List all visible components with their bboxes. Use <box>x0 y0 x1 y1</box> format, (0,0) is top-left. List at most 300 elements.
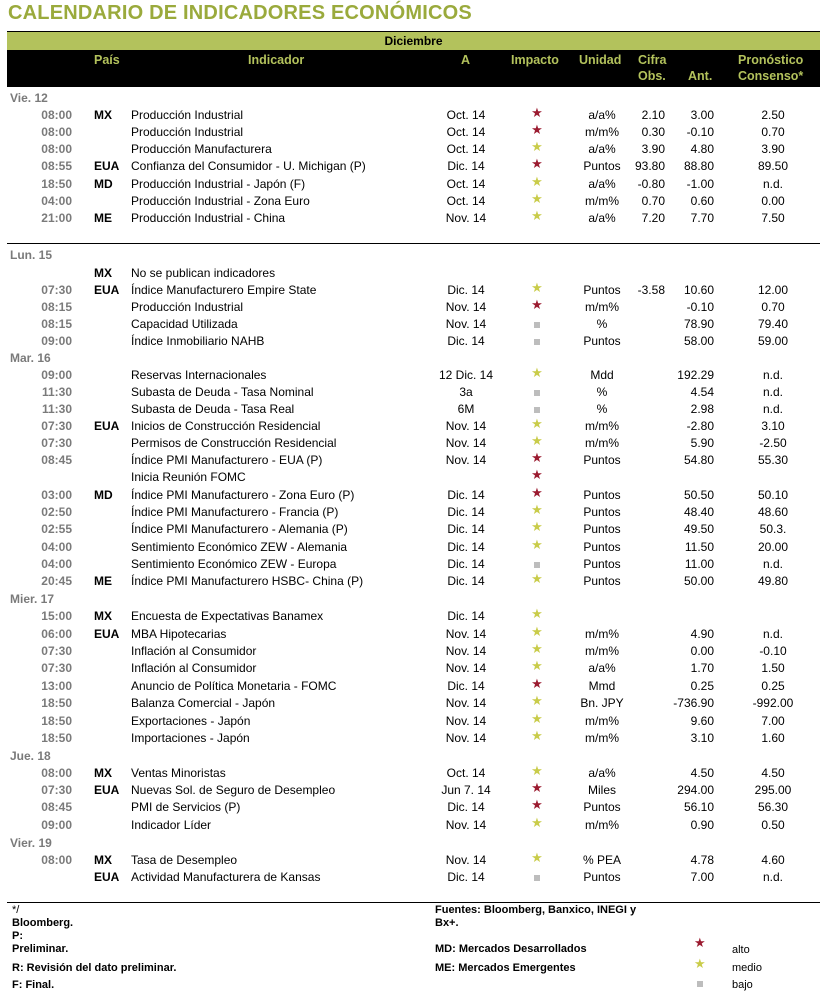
obs-cell: 93.80 <box>634 159 665 173</box>
unit-cell: Mmd <box>588 679 616 693</box>
country-cell: MX <box>94 766 112 780</box>
previous-cell: 4.90 <box>690 627 714 641</box>
indicator-cell: Indicador Líder <box>131 818 212 832</box>
previous-cell: 7.70 <box>690 211 714 225</box>
period-cell: Nov. 14 <box>445 714 487 728</box>
previous-cell: 3.00 <box>690 108 714 122</box>
time-cell: 08:45 <box>41 800 72 814</box>
indicator-cell: MBA Hipotecarias <box>131 627 227 641</box>
header-indicador: Indicador <box>248 53 305 67</box>
unit-cell: m/m% <box>585 194 619 208</box>
consensus-cell: 49.80 <box>757 574 789 588</box>
time-cell: 02:50 <box>41 505 72 519</box>
star-high-icon: ★ <box>531 676 543 691</box>
star-high-icon: ★ <box>531 122 543 137</box>
star-high-icon: ★ <box>531 156 543 171</box>
indicator-cell: Producción Industrial - China <box>131 211 286 225</box>
consensus-cell: 1.50 <box>761 661 785 675</box>
country-cell: MX <box>94 853 112 867</box>
consensus-cell: 12.00 <box>757 283 789 297</box>
unit-cell: % <box>596 402 608 416</box>
unit-cell: Puntos <box>583 159 621 173</box>
star-high-icon: ★ <box>694 935 706 950</box>
period-cell: Dic. 14 <box>447 540 485 554</box>
footnote-r: R: Revisión del dato preliminar. <box>12 962 177 974</box>
unit-cell: Puntos <box>583 522 621 536</box>
time-cell: 13:00 <box>41 679 72 693</box>
previous-cell: 294.00 <box>677 783 714 797</box>
period-cell: Dic. 14 <box>447 334 485 348</box>
time-cell: 09:00 <box>41 818 72 832</box>
previous-cell: 7.00 <box>690 870 714 884</box>
period-cell: Nov. 14 <box>445 661 487 675</box>
star-high-icon: ★ <box>531 780 543 795</box>
indicator-cell: Índice Manufacturero Empire State <box>131 283 317 297</box>
indicator-cell: Índice PMI Manufacturero - Francia (P) <box>131 505 339 519</box>
unit-cell: a/a% <box>588 177 616 191</box>
indicator-cell: Sentimiento Económico ZEW - Europa <box>131 557 337 571</box>
consensus-cell: n.d. <box>762 368 783 382</box>
star-medium-icon: ★ <box>531 641 543 656</box>
day-label: Lun. 15 <box>10 248 53 262</box>
footnote-star: */ <box>12 904 20 916</box>
country-cell: EUA <box>94 870 120 884</box>
unit-cell: a/a% <box>588 661 616 675</box>
previous-cell: 50.00 <box>683 574 714 588</box>
legend-bajo: bajo <box>732 979 753 991</box>
header-pronostico: Pronóstico <box>738 53 804 67</box>
footer-divider <box>7 902 820 903</box>
time-cell: 11:30 <box>41 402 72 416</box>
header-consenso: Consenso* <box>738 69 804 83</box>
period-cell: Dic. 14 <box>447 800 485 814</box>
period-cell: Nov. 14 <box>445 211 487 225</box>
previous-cell: -0.10 <box>686 300 714 314</box>
indicator-cell: No se publican indicadores <box>131 266 276 280</box>
consensus-cell: n.d. <box>762 557 783 571</box>
indicator-cell: Balanza Comercial - Japón <box>131 696 276 710</box>
period-cell: Oct. 14 <box>446 108 486 122</box>
period-cell: Dic. 14 <box>447 488 485 502</box>
previous-cell: 50.50 <box>683 488 714 502</box>
unit-cell: Miles <box>587 783 616 797</box>
indicator-cell: Índice PMI Manufacturero - Zona Euro (P) <box>131 488 355 502</box>
period-cell: Nov. 14 <box>445 696 487 710</box>
unit-cell: m/m% <box>585 125 619 139</box>
consensus-cell: 2.50 <box>761 108 785 122</box>
time-cell: 11:30 <box>41 385 72 399</box>
footnote-prelim: Preliminar. <box>12 943 69 955</box>
star-medium-icon: ★ <box>694 956 706 971</box>
footnote-fuentes: Fuentes: Bloomberg, Banxico, INEGI y <box>435 904 637 916</box>
period-cell: Nov. 14 <box>445 731 487 745</box>
indicator-cell: Subasta de Deuda - Tasa Real <box>131 402 295 416</box>
period-cell: Dic. 14 <box>447 609 485 623</box>
country-cell: EUA <box>94 783 120 797</box>
unit-cell: % <box>596 385 608 399</box>
previous-cell: 9.60 <box>690 714 714 728</box>
unit-cell: m/m% <box>585 436 619 450</box>
star-medium-icon: ★ <box>531 191 543 206</box>
day-label: Mar. 16 <box>10 351 51 365</box>
time-cell: 09:00 <box>41 334 72 348</box>
unit-cell: Puntos <box>583 557 621 571</box>
unit-cell: Bn. JPY <box>580 696 624 710</box>
period-cell: Nov. 14 <box>445 300 487 314</box>
star-medium-icon: ★ <box>531 693 543 708</box>
time-cell: 08:55 <box>41 159 72 173</box>
country-cell: ME <box>94 574 112 588</box>
star-medium-icon: ★ <box>531 728 543 743</box>
indicator-cell: Producción Manufacturera <box>131 142 272 156</box>
unit-cell: Puntos <box>583 488 621 502</box>
obs-cell: 2.10 <box>641 108 665 122</box>
consensus-cell: 0.25 <box>761 679 785 693</box>
star-high-icon: ★ <box>531 467 543 482</box>
time-cell: 04:00 <box>41 194 72 208</box>
footnote-md: MD: Mercados Desarrollados <box>435 943 587 955</box>
period-cell: Jun 7. 14 <box>441 783 491 797</box>
time-cell: 07:30 <box>41 644 72 658</box>
consensus-cell: 0.00 <box>761 194 785 208</box>
consensus-cell: 48.60 <box>757 505 789 519</box>
time-cell: 08:00 <box>41 108 72 122</box>
period-cell: Dic. 14 <box>447 159 485 173</box>
day-label: Vier. 19 <box>10 836 52 850</box>
indicator-cell: Producción Industrial <box>131 108 244 122</box>
star-medium-icon: ★ <box>531 174 543 189</box>
time-cell: 06:00 <box>41 627 72 641</box>
indicator-cell: Índice PMI Manufacturero - Alemania (P) <box>131 522 348 536</box>
indicator-cell: Capacidad Utilizada <box>131 317 238 331</box>
unit-cell: Puntos <box>583 453 621 467</box>
indicator-cell: Inflación al Consumidor <box>131 644 257 658</box>
square-low-icon <box>530 385 544 399</box>
time-cell: 07:30 <box>41 661 72 675</box>
star-medium-icon: ★ <box>531 537 543 552</box>
column-headers <box>7 50 820 87</box>
period-cell: Oct. 14 <box>446 766 486 780</box>
star-medium-icon: ★ <box>531 763 543 778</box>
time-cell: 08:00 <box>41 766 72 780</box>
period-cell: Oct. 14 <box>446 125 486 139</box>
period-cell: Nov. 14 <box>445 627 487 641</box>
indicator-cell: Anuncio de Política Monetaria - FOMC <box>131 679 337 693</box>
time-cell: 08:15 <box>41 317 72 331</box>
period-cell: Dic. 14 <box>447 505 485 519</box>
time-cell: 04:00 <box>41 557 72 571</box>
legend-alto: alto <box>732 944 750 956</box>
month-header: Diciembre <box>7 31 820 51</box>
previous-cell: 48.40 <box>683 505 714 519</box>
unit-cell: Puntos <box>583 505 621 519</box>
indicator-cell: Tasa de Desempleo <box>131 853 238 867</box>
indicator-cell: Producción Industrial - Zona Euro <box>131 194 310 208</box>
previous-cell: 58.00 <box>683 334 714 348</box>
unit-cell: a/a% <box>588 108 616 122</box>
indicator-cell: Inicia Reunión FOMC <box>131 470 246 484</box>
square-low-icon <box>697 976 703 990</box>
consensus-cell: n.d. <box>762 870 783 884</box>
period-cell: Nov. 14 <box>445 453 487 467</box>
header-obs: Obs. <box>638 69 666 83</box>
time-cell: 04:00 <box>41 540 72 554</box>
indicator-cell: Exportaciones - Japón <box>131 714 251 728</box>
previous-cell: 78.90 <box>683 317 714 331</box>
star-high-icon: ★ <box>531 450 543 465</box>
square-low-icon <box>530 870 544 884</box>
previous-cell: 0.00 <box>690 644 714 658</box>
period-cell: Dic. 14 <box>447 679 485 693</box>
star-medium-icon: ★ <box>531 416 543 431</box>
time-cell: 03:00 <box>41 488 72 502</box>
header-impacto: Impacto <box>511 53 559 67</box>
previous-cell: 0.25 <box>690 679 714 693</box>
indicator-cell: Encuesta de Expectativas Banamex <box>131 609 324 623</box>
country-cell: EUA <box>94 627 120 641</box>
period-cell: Nov. 14 <box>445 419 487 433</box>
footnote-bloomberg: Bloomberg. <box>12 917 74 929</box>
period-cell: Nov. 14 <box>445 644 487 658</box>
indicator-cell: Confianza del Consumidor - U. Michigan (P) <box>131 159 366 173</box>
indicator-cell: Índice PMI Manufacturero HSBC- China (P) <box>131 574 364 588</box>
consensus-cell: 295.00 <box>754 783 792 797</box>
time-cell: 02:55 <box>41 522 72 536</box>
indicator-cell: Reservas Internacionales <box>131 368 267 382</box>
indicator-cell: Actividad Manufacturera de Kansas <box>131 870 321 884</box>
previous-cell: 0.60 <box>690 194 714 208</box>
indicator-cell: Producción Industrial <box>131 300 244 314</box>
footnote-f: F: Final. <box>12 979 55 991</box>
star-medium-icon: ★ <box>531 711 543 726</box>
previous-cell: 49.50 <box>683 522 714 536</box>
star-medium-icon: ★ <box>531 606 543 621</box>
day-label: Vie. 12 <box>10 91 48 105</box>
unit-cell: Puntos <box>583 283 621 297</box>
star-medium-icon: ★ <box>531 502 543 517</box>
consensus-cell: 3.90 <box>761 142 785 156</box>
previous-cell: 4.80 <box>690 142 714 156</box>
consensus-cell: 20.00 <box>757 540 789 554</box>
previous-cell: 5.90 <box>690 436 714 450</box>
legend-medio: medio <box>732 962 762 974</box>
indicator-cell: Permisos de Construcción Residencial <box>131 436 337 450</box>
country-cell: EUA <box>94 159 120 173</box>
period-cell: 12 Dic. 14 <box>438 368 494 382</box>
star-high-icon: ★ <box>531 105 543 120</box>
star-medium-icon: ★ <box>531 365 543 380</box>
previous-cell: 4.50 <box>690 766 714 780</box>
time-cell: 08:00 <box>41 142 72 156</box>
star-medium-icon: ★ <box>531 815 543 830</box>
unit-cell: Puntos <box>583 334 621 348</box>
unit-cell: a/a% <box>588 211 616 225</box>
consensus-cell: n.d. <box>762 177 783 191</box>
period-cell: Oct. 14 <box>446 142 486 156</box>
consensus-cell: 55.30 <box>757 453 789 467</box>
star-high-icon: ★ <box>531 485 543 500</box>
indicator-cell: Ventas Minoristas <box>131 766 226 780</box>
country-cell: ME <box>94 211 112 225</box>
indicator-cell: Sentimiento Económico ZEW - Alemania <box>131 540 348 554</box>
star-medium-icon: ★ <box>531 139 543 154</box>
period-cell: Nov. 14 <box>445 317 487 331</box>
previous-cell: 4.54 <box>690 385 714 399</box>
unit-cell: m/m% <box>585 300 619 314</box>
previous-cell: -0.10 <box>686 125 714 139</box>
header-unidad: Unidad <box>579 53 622 67</box>
indicator-cell: Nuevas Sol. de Seguro de Desempleo <box>131 783 336 797</box>
country-cell: MD <box>94 488 113 502</box>
previous-cell: 1.70 <box>690 661 714 675</box>
previous-cell: -2.80 <box>686 419 714 433</box>
previous-cell: 56.10 <box>683 800 714 814</box>
unit-cell: m/m% <box>585 627 619 641</box>
previous-cell: 10.60 <box>683 283 714 297</box>
country-cell: MX <box>94 266 112 280</box>
unit-cell: m/m% <box>585 419 619 433</box>
period-cell: Dic. 14 <box>447 870 485 884</box>
obs-cell: -0.80 <box>637 177 665 191</box>
consensus-cell: 4.50 <box>761 766 785 780</box>
period-cell: 6M <box>457 402 475 416</box>
period-cell: Dic. 14 <box>447 283 485 297</box>
consensus-cell: 7.50 <box>761 211 785 225</box>
header-pais: País <box>94 53 120 67</box>
consensus-cell: 0.70 <box>761 125 785 139</box>
consensus-cell: 7.00 <box>761 714 785 728</box>
consensus-cell: n.d. <box>762 402 783 416</box>
star-medium-icon: ★ <box>531 208 543 223</box>
unit-cell: m/m% <box>585 714 619 728</box>
consensus-cell: n.d. <box>762 385 783 399</box>
page-title: CALENDARIO DE INDICADORES ECONÓMICOS <box>8 2 472 24</box>
day-label: Jue. 18 <box>10 749 51 763</box>
footnote-p: P: <box>12 930 23 942</box>
obs-cell: -3.58 <box>637 283 665 297</box>
unit-cell: Puntos <box>583 870 621 884</box>
star-medium-icon: ★ <box>531 624 543 639</box>
previous-cell: -736.90 <box>673 696 714 710</box>
day-label: Mier. 17 <box>10 592 55 606</box>
unit-cell: % <box>596 317 608 331</box>
time-cell: 15:00 <box>41 609 72 623</box>
obs-cell: 3.90 <box>641 142 665 156</box>
indicator-cell: PMI de Servicios (P) <box>131 800 241 814</box>
period-cell: Dic. 14 <box>447 522 485 536</box>
period-cell: 3a <box>459 385 473 399</box>
star-medium-icon: ★ <box>531 433 543 448</box>
period-cell: Oct. 14 <box>446 194 486 208</box>
period-cell: Nov. 14 <box>445 818 487 832</box>
consensus-cell: 0.70 <box>761 300 785 314</box>
star-medium-icon: ★ <box>531 519 543 534</box>
consensus-cell: 50.10 <box>757 488 789 502</box>
time-cell: 07:30 <box>41 283 72 297</box>
time-cell: 08:00 <box>41 853 72 867</box>
indicator-cell: Subasta de Deuda - Tasa Nominal <box>131 385 314 399</box>
star-medium-icon: ★ <box>531 571 543 586</box>
star-high-icon: ★ <box>531 297 543 312</box>
indicator-cell: Inicios de Construcción Residencial <box>131 419 321 433</box>
time-cell: 20:45 <box>41 574 72 588</box>
country-cell: MX <box>94 108 112 122</box>
consensus-cell: 56.30 <box>757 800 789 814</box>
consensus-cell: 1.60 <box>761 731 785 745</box>
previous-cell: 3.10 <box>690 731 714 745</box>
previous-cell: -1.00 <box>686 177 714 191</box>
consensus-cell: 79.40 <box>757 317 789 331</box>
consensus-cell: 4.60 <box>761 853 785 867</box>
section-divider <box>7 243 820 244</box>
previous-cell: 0.90 <box>690 818 714 832</box>
unit-cell: % PEA <box>582 853 621 867</box>
indicator-cell: Índice PMI Manufacturero - EUA (P) <box>131 453 323 467</box>
time-cell: 07:30 <box>41 436 72 450</box>
time-cell: 21:00 <box>41 211 72 225</box>
consensus-cell: 89.50 <box>757 159 789 173</box>
period-cell: Dic. 14 <box>447 574 485 588</box>
unit-cell: a/a% <box>588 142 616 156</box>
time-cell: 09:00 <box>41 368 72 382</box>
previous-cell: 11.50 <box>684 540 714 554</box>
time-cell: 08:15 <box>41 300 72 314</box>
consensus-cell: 59.00 <box>757 334 789 348</box>
obs-cell: 0.30 <box>641 125 665 139</box>
time-cell: 18:50 <box>41 714 72 728</box>
country-cell: MD <box>94 177 113 191</box>
square-low-icon <box>530 334 544 348</box>
consensus-cell: -2.50 <box>759 436 787 450</box>
country-cell: EUA <box>94 419 120 433</box>
indicator-cell: Producción Industrial <box>131 125 244 139</box>
consensus-cell: n.d. <box>762 627 783 641</box>
period-cell: Oct. 14 <box>446 177 486 191</box>
consensus-cell: -0.10 <box>759 644 787 658</box>
unit-cell: a/a% <box>588 766 616 780</box>
time-cell: 18:50 <box>41 177 72 191</box>
unit-cell: m/m% <box>585 818 619 832</box>
unit-cell: Puntos <box>583 574 621 588</box>
unit-cell: Puntos <box>583 800 621 814</box>
consensus-cell: 0.50 <box>761 818 785 832</box>
country-cell: MX <box>94 609 112 623</box>
time-cell: 07:30 <box>41 419 72 433</box>
obs-cell: 7.20 <box>641 211 665 225</box>
time-cell: 08:00 <box>41 125 72 139</box>
time-cell: 18:50 <box>41 731 72 745</box>
header-a: A <box>461 53 471 67</box>
previous-cell: 2.98 <box>690 402 714 416</box>
indicator-cell: Inflación al Consumidor <box>131 661 257 675</box>
star-high-icon: ★ <box>531 797 543 812</box>
previous-cell: 88.80 <box>683 159 714 173</box>
previous-cell: 11.00 <box>684 557 714 571</box>
square-low-icon <box>530 402 544 416</box>
unit-cell: Mdd <box>590 368 614 382</box>
unit-cell: Puntos <box>583 540 621 554</box>
obs-cell: 0.70 <box>641 194 665 208</box>
indicator-cell: Importaciones - Japón <box>131 731 250 745</box>
square-low-icon <box>530 317 544 331</box>
previous-cell: 192.29 <box>677 368 714 382</box>
footnote-fuentes-2: Bx+. <box>435 917 459 929</box>
unit-cell: m/m% <box>585 731 619 745</box>
period-cell: Dic. 14 <box>447 557 485 571</box>
header-cifra: Cifra <box>638 53 667 67</box>
consensus-cell: -992.00 <box>752 696 794 710</box>
period-cell: Nov. 14 <box>445 436 487 450</box>
